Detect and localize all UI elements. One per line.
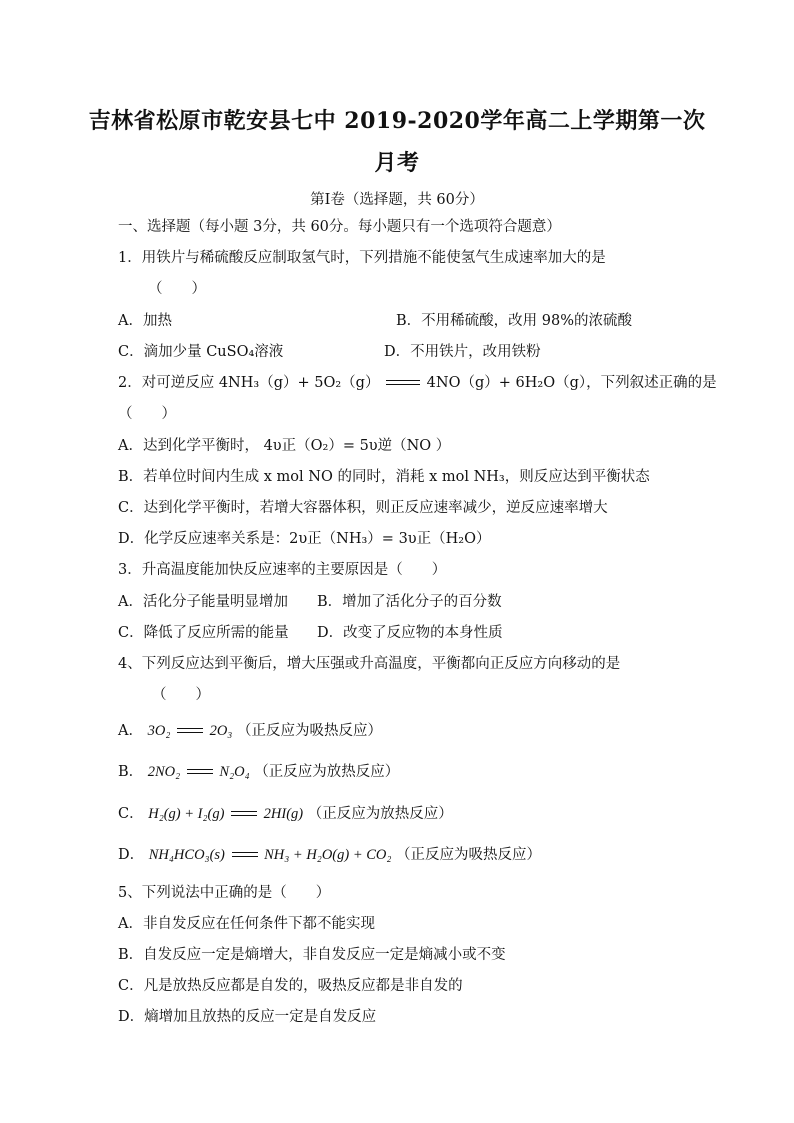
section-heading: 第Ⅰ卷（选择题，共 60分） [310, 192, 484, 208]
q4-option-d-label: D． [118, 847, 145, 863]
q4-option-b-label: B． [118, 764, 144, 780]
q5-option-b: B．自发反应一定是熵增大，非自发反应一定是熵减小或不变 [118, 947, 506, 963]
q4-option-c-note: （正反应为放热反应） [307, 806, 453, 822]
part-intro: 一、选择题（每小题 3分，共 60分。每小题只有一个选项符合题意） [118, 219, 561, 235]
equilibrium-arrow-icon [187, 768, 213, 776]
q2-stem-right: 4NO（g）+ 6H₂O（g），下列叙述正确的是 [426, 375, 717, 391]
q3-option-d: D．改变了反应物的本身性质 [317, 625, 503, 641]
q3-stem: 3．升高温度能加快反应速率的主要原因是（ ） [118, 562, 447, 578]
q2-stem [118, 374, 717, 392]
q2-option-d: D．化学反应速率关系是：2υ正（NH₃）= 3υ正（H₂O） [118, 531, 491, 547]
q4-option-d-product: NH₃ + H₂O(g) + CO₂ [264, 847, 392, 863]
q4-option-a-label: A． [118, 723, 143, 739]
q1-answer-blank: （ ） [148, 281, 206, 297]
q4-option-c-label: C． [118, 806, 144, 822]
q2-option-c: C．达到化学平衡时，若增大容器体积，则正反应速率减少，逆反应速率增大 [118, 500, 608, 516]
q1-option-c: C．滴加少量 CuSO₄溶液 [118, 344, 284, 360]
q4-option-b-note: （正反应为放热反应） [254, 764, 400, 780]
q4-option-c-reactant: H₂(g) + I₂(g) [148, 806, 225, 822]
equilibrium-arrow-icon [231, 810, 257, 818]
q4-option-d-reactant: NH₄HCO₃(s) [148, 847, 225, 863]
q5-stem: 5、下列说法中正确的是（ ） [118, 885, 331, 901]
q4-option-b-product: N₂O₄ [219, 764, 250, 780]
q2-option-b: B．若单位时间内生成 x mol NO 的同时，消耗 x mol NH₃，则反应达到平衡状态 [118, 469, 650, 485]
q3-option-b: B．增加了活化分子的百分数 [317, 594, 502, 610]
q4-option-d-note: （正反应为吸热反应） [396, 847, 542, 863]
q5-option-a: A．非自发反应在任何条件下都不能实现 [118, 916, 375, 932]
q1-stem: 1．用铁片与稀硫酸反应制取氢气时，下列措施不能使氢气生成速率加大的是 [118, 250, 606, 266]
q4-option-a-reactant: 3O₂ [147, 723, 171, 739]
q3-option-a: A．活化分子能量明显增加 [118, 594, 288, 610]
exam-title-line2: 月考 [374, 150, 420, 176]
q2-option-a: A．达到化学平衡时， 4υ正（O₂）= 5υ逆（NO ） [118, 438, 451, 454]
q1-option-a: A．加热 [118, 313, 172, 329]
q3-option-c: C．降低了反应所需的能量 [118, 625, 289, 641]
equilibrium-arrow-icon [232, 851, 258, 859]
q5-option-c: C．凡是放热反应都是自发的，吸热反应都是非自发的 [118, 978, 463, 994]
q5-option-d: D．熵增加且放热的反应一定是自发反应 [118, 1009, 377, 1025]
q4-option-a-note: （正反应为吸热反应） [236, 723, 382, 739]
q4-option-c-product: 2HI(g) [263, 806, 304, 822]
q1-option-b: B．不用稀硫酸，改用 98%的浓硫酸 [396, 313, 632, 329]
q2-stem-left: 2．对可逆反应 4NH₃（g）+ 5O₂（g） [118, 375, 380, 391]
q4-option-d [118, 846, 541, 864]
reversible-arrow-icon [386, 379, 420, 387]
q4-option-b [118, 763, 399, 781]
q4-option-a-product: 2O₃ [209, 723, 233, 739]
equilibrium-arrow-icon [177, 727, 203, 735]
q4-answer-blank: （ ） [152, 687, 210, 703]
q4-stem: 4、下列反应达到平衡后，增大压强或升高温度，平衡都向正反应方向移动的是 [118, 656, 621, 672]
q1-option-d: D．不用铁片，改用铁粉 [384, 344, 541, 360]
q2-answer-blank: （ ） [118, 406, 176, 422]
exam-title-line1: 吉林省松原市乾安县七中 2019-2020学年高二上学期第一次 [88, 108, 706, 134]
q4-option-b-reactant: 2NO₂ [147, 764, 181, 780]
q4-option-a [118, 722, 382, 740]
q4-option-c [118, 805, 453, 823]
